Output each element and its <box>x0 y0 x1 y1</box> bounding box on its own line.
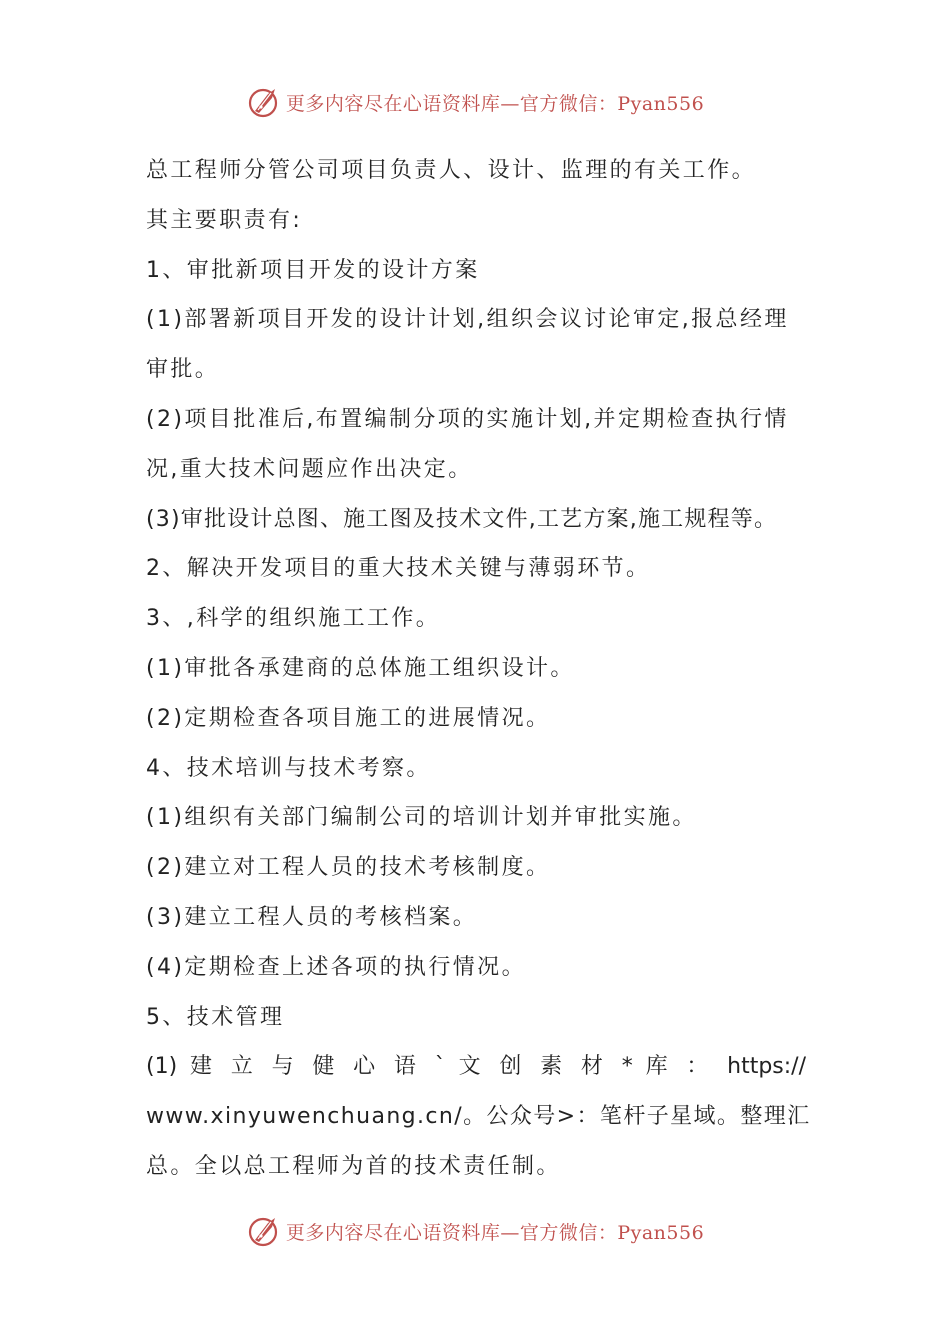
paragraph-line: (1) 建 立 与 健 心 语 ` 文 创 素 材 * 库 ： https:// <box>146 1054 806 1080</box>
header-banner-text: 更多内容尽在心语资料库—官方微信：Pyan556 <box>285 92 705 115</box>
paragraph-line: (2)定期检查各项目施工的进展情况。 <box>146 705 551 731</box>
pen-nib-logo-icon <box>246 84 282 120</box>
paragraph-line: 审批。 <box>146 357 220 383</box>
pen-nib-logo-icon <box>246 1213 282 1249</box>
paragraph-line: (2)建立对工程人员的技术考核制度。 <box>146 855 551 881</box>
paragraph-line: 总。全以总工程师为首的技术责任制。 <box>146 1153 561 1179</box>
document-body <box>146 146 811 1192</box>
paragraph-line: (2)项目批准后,布置编制分项的实施计划,并定期检查执行情 <box>146 406 789 432</box>
paragraph-line: 况,重大技术问题应作出决定。 <box>146 456 473 482</box>
paragraph-line: (1)组织有关部门编制公司的培训计划并审批实施。 <box>146 805 697 831</box>
paragraph-line: (3)建立工程人员的考核档案。 <box>146 904 478 930</box>
paragraph-line: (4)定期检查上述各项的执行情况。 <box>146 954 526 980</box>
section-heading: 4、技术培训与技术考察。 <box>146 755 431 781</box>
section-heading: 1、审批新项目开发的设计方案 <box>146 257 480 283</box>
section-heading: 5、技术管理 <box>146 1004 285 1030</box>
paragraph-line: (1)审批各承建商的总体施工组织设计。 <box>146 655 575 681</box>
paragraph-line: (3)审批设计总图、施工图及技术文件,工艺方案,施工规程等。 <box>146 506 778 532</box>
section-heading: 3、,科学的组织施工工作。 <box>146 606 441 632</box>
section-heading: 2、解决开发项目的重大技术关键与薄弱环节。 <box>146 556 651 582</box>
footer-banner <box>0 1209 950 1253</box>
paragraph-line: www.xinyuwenchuang.cn/。公众号>：笔杆子星域。整理汇 <box>146 1104 811 1130</box>
paragraph-line: 其主要职责有: <box>146 207 303 233</box>
footer-banner-text: 更多内容尽在心语资料库—官方微信：Pyan556 <box>285 1221 705 1244</box>
paragraph-line: (1)部署新项目开发的设计计划,组织会议讨论审定,报总经理 <box>146 307 789 333</box>
header-banner <box>0 80 950 124</box>
paragraph-line: 总工程师分管公司项目负责人、设计、监理的有关工作。 <box>146 158 757 183</box>
